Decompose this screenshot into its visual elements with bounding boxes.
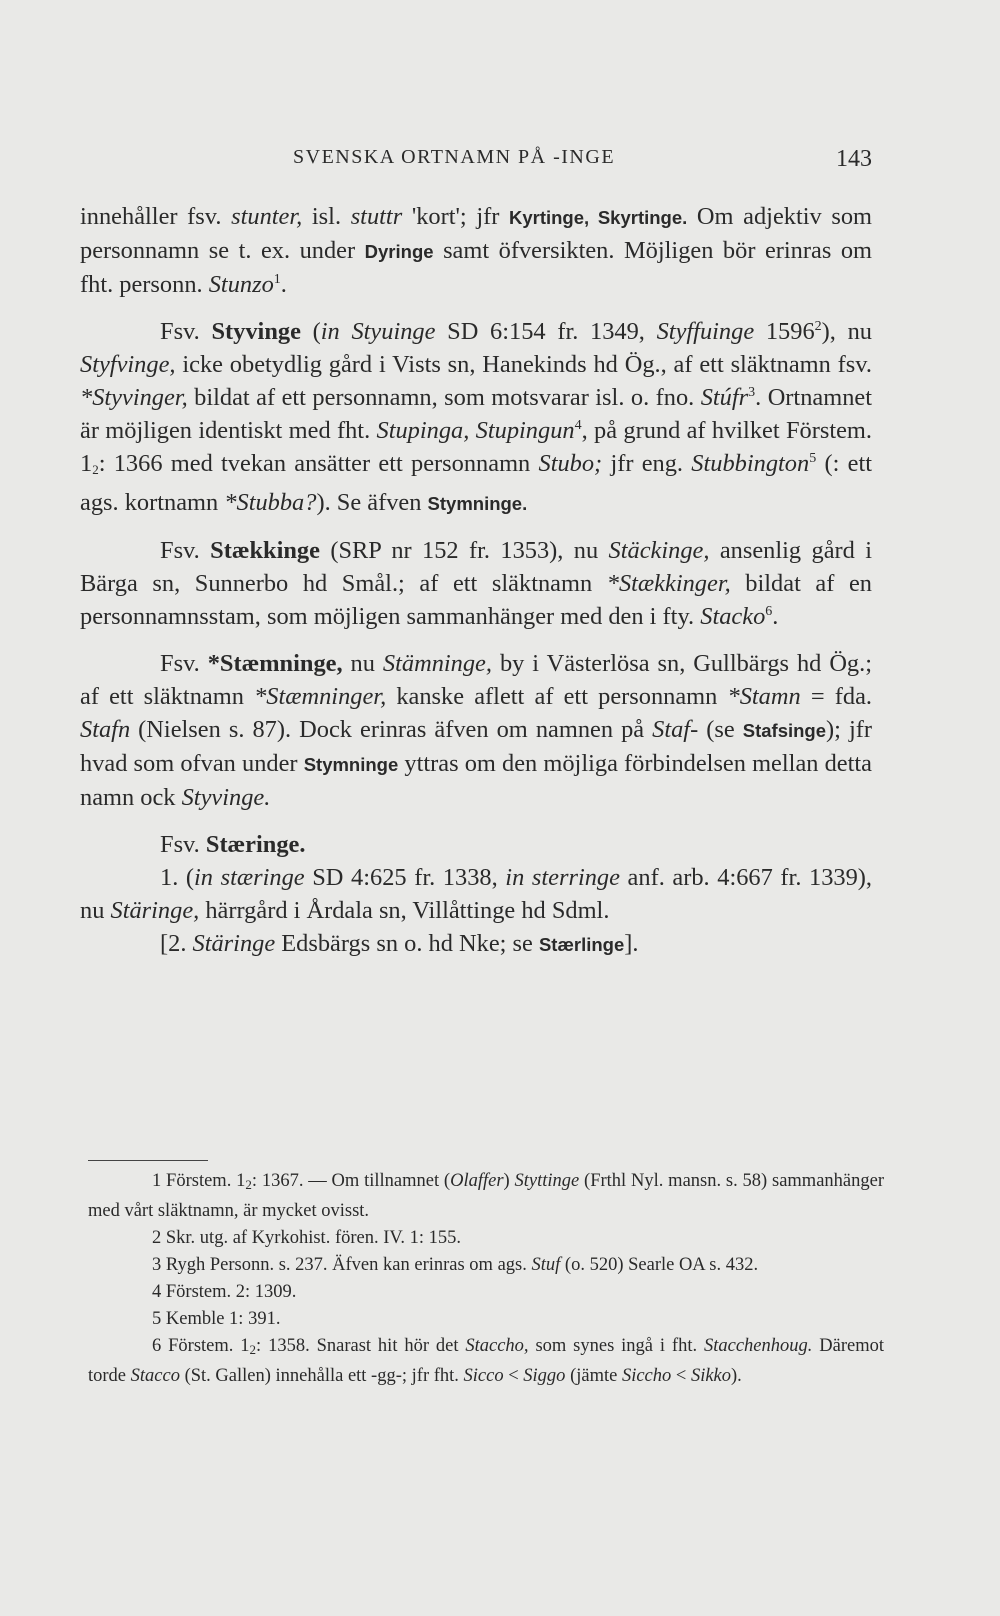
- footnote-ref: 6: [765, 603, 773, 619]
- paragraph-continuation: innehåller fsv. stunter, isl. stuttr 'kort'; jfr Kyrtinge, Skyrtinge. Om adjektiv som personnamn se t. ex. under Dyringe samt öfversikten. Möjligen bör erinras om fht. personn. Stunzo$^1$.: [80, 203, 873, 298]
- headword: *Stæmninge,: [207, 650, 343, 677]
- main-text: [80, 200, 872, 961]
- headword: Stækkinge: [210, 537, 320, 564]
- footnote-6: 6 Förstem. $1_2$: 1358. Snarast hit hör det Staccho, som synes ingå i fht. Stacchenhoug. Däremot torde Stacco (St. Gallen) innehålla ett -gg-; jfr fht. Sicco < Siggo (jämte Siccho < Sikko).: [88, 1336, 884, 1386]
- footnote-rule: [88, 1160, 208, 1161]
- headword: Stæringe.: [205, 831, 306, 858]
- entry-styvinge: Fsv. Styvinge (in Styuinge SD 6:154 fr. 1349, Styffuinge 1596$^2$), nu Styfvinge, icke obetydlig gård i Vists sn, Hanekinds hd Ög., af ett släktnamn fsv. *Styvinger, bildat af ett personnamn, som motsvarar isl. o. fno. Stúfr$^3$. Ortnamnet är möjligen identiskt med fht. Stupinga, Stupingun$^4$, på grund af hvilket Förstem. $1_2$: 1366 med tvekan ansätter ett personnamn Stubo; jfr eng. Stubbington$^5$ (: ett ags. kortnamn *Stubba?). Se äfven Stymninge.: [80, 318, 873, 516]
- footnote-ref: 1: [273, 271, 281, 287]
- footnotes: [88, 1168, 884, 1390]
- headword: Styvinge: [211, 318, 301, 345]
- footnote-3: 3 Rygh Personn. s. 237. Äfven kan erinras om ags. Stuf (o. 520) Searle OA s. 432.: [152, 1255, 759, 1275]
- footnote-ref: 5: [809, 450, 817, 466]
- cross-reference: Kyrtinge, Skyrtinge.: [508, 207, 688, 228]
- cross-reference: Stymninge.: [427, 493, 528, 514]
- footnote-ref: 2: [814, 318, 822, 334]
- entry-staeringe-sense-1: 1. (in stæringe SD 4:625 fr. 1338, in sterringe anf. arb. 4:667 fr. 1339), nu Stäringe, härrgård i Årdala sn, Villåttinge hd Sdml.: [80, 864, 873, 924]
- footnote-ref: 4: [574, 417, 582, 433]
- cross-reference: Stymninge: [303, 754, 399, 775]
- entry-staeringe-sense-2: [2. Stäringe Edsbärgs sn o. hd Nke; se Stærlinge].: [160, 930, 639, 957]
- running-title: SVENSKA ORTNAMN PÅ -INGE: [293, 146, 616, 168]
- footnote-4: 4 Förstem. 2: 1309.: [152, 1282, 297, 1302]
- footnote-5: 5 Kemble 1: 391.: [152, 1309, 281, 1329]
- footnote-2: 2 Skr. utg. af Kyrkohist. fören. IV. 1: 155.: [152, 1228, 461, 1248]
- page-header: [0, 146, 1000, 180]
- entry-staemninge: Fsv. *Stæmninge, nu Stämninge, by i Västerlösa sn, Gullbärgs hd Ög.; af ett släktnamn *Stæmninger, kanske aflett af ett personnamn *Stamn = fda. Stafn (Nielsen s. 87). Dock erinras äfven om namnen på Staf- (se Stafsinge); jfr hvad som ofvan under Stymninge yttras om den möjliga förbindelsen mellan detta namn ock Styvinge.: [80, 650, 872, 811]
- entry-staekkinge: Fsv. Stækkinge (SRP nr 152 fr. 1353), nu Stäckinge, ansenlig gård i Bärga sn, Sunnerbo hd Smål.; af ett släktnamn *Stækkinger, bildat af en personnamnsstam, som möjligen sammanhänger med den i fty. Stacko$^6$.: [80, 537, 872, 630]
- footnote-1: 1 Förstem. $1_2$: 1367. — Om tillnamnet (Olaffer) Styttinge (Frthl Nyl. mansn. s. 58) sammanhänger med vårt släktnamn, är mycket ovisst.: [88, 1171, 884, 1221]
- cross-reference: Stafsinge: [742, 720, 827, 741]
- entry-staeringe: Fsv. Stæringe.: [160, 831, 306, 858]
- cross-reference: Stærlinge: [538, 934, 625, 955]
- cross-reference: Dyringe: [364, 241, 434, 262]
- footnote-ref: 3: [748, 384, 756, 400]
- page-number: 143: [836, 146, 872, 172]
